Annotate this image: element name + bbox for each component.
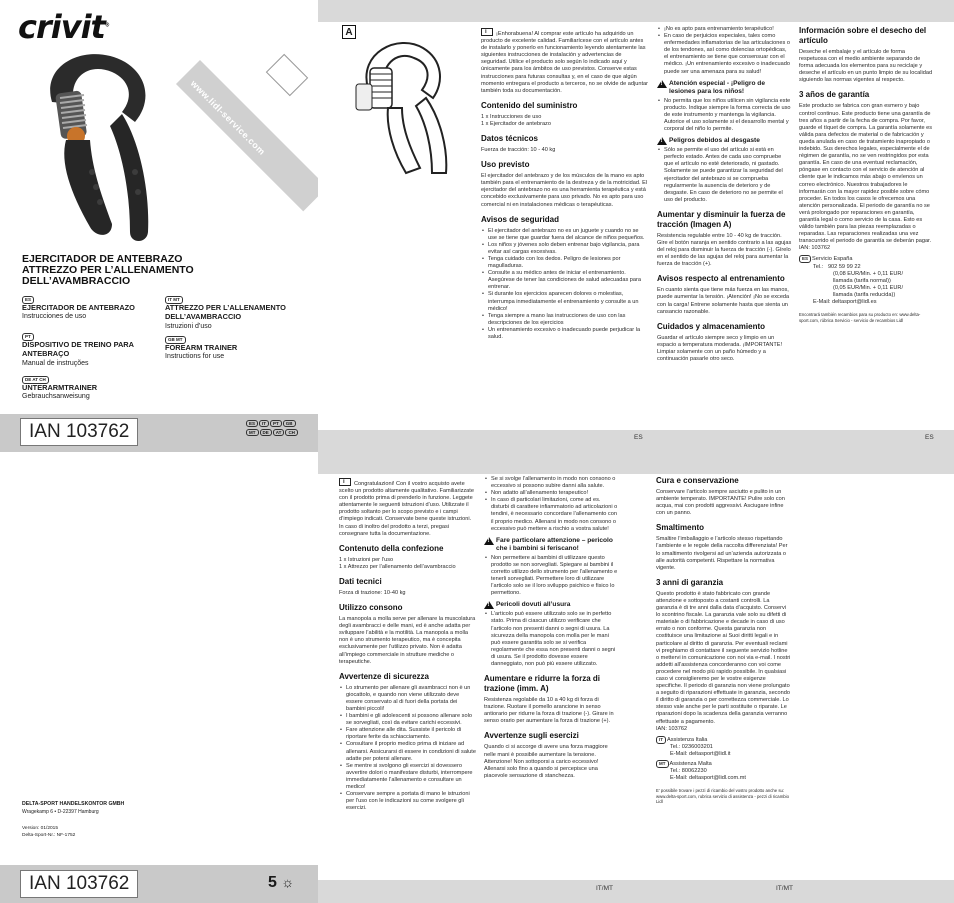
ian-number: IAN 103762 xyxy=(20,418,138,446)
delta-sport-number: Delta-Sport-Nr.: NF-1752 xyxy=(22,833,76,838)
es-damage-warning: Peligros debidos al desgaste ! xyxy=(657,137,792,145)
version: Version: 01/2015 xyxy=(22,826,59,831)
website-url[interactable]: www.lidl-service.com xyxy=(188,78,268,158)
es-footer-right: ES xyxy=(925,434,934,441)
it-bullet: • In caso di particolari limitazioni, come ad es. disturbi di carattere infiammatorio ad articolazioni o tendini, è necessario concordare l’allenamento con il proprio medico. Allenarsi in modo non consono o eccessivo può mettere a rischio a vostra salute! xyxy=(484,497,619,532)
es-tel-rate: llamada (tarifa reducida)) xyxy=(833,291,896,298)
back-cover-panel xyxy=(0,452,318,903)
it-safety-item: • Conservare sempre a portata di mano le istruzioni per l’uso con le indicazioni su come svolgere gli esercizi. xyxy=(339,791,476,812)
es-contents-item: 1 x Instrucciones de uso xyxy=(481,113,542,120)
language-pt: PT DISPOSITIVO DE TREINO PARA ANTEBRAÇO Manual de instruções xyxy=(22,334,134,367)
es-children-text: • No permita que los niños utilicen sin vigilancia este producto. Indique siempre la forma correcta de uso de este instrumento y mantenga la vigilancia. Autorice el uso solamente si el desarrollo mental y corporal del niño lo permite. xyxy=(657,98,792,133)
company-name: DELTA-SPORT HANDELSKONTOR GMBH xyxy=(22,801,125,807)
it-intro: iCongratulazioni! Con il vostro acquisto avete scelto un prodotto altamente qualitativo. Familiarizzate con il prodotto prima di prenderlo in funzione. Leggete attentamente le seguenti istruzioni d’uso. Utilizzate il prodotto soltanto per lo scopo previsto e i campi d’impiego indicati. Conservate bene queste istruzioni. In caso di inoltro del prodotto a terzi, pregasi consegnare tutta la documentazione. xyxy=(339,478,476,538)
it-bullet: • Non adatto all’allenamento terapeutico! xyxy=(484,490,619,497)
language-gb: GB MT FOREARM TRAINER Instructions for use xyxy=(165,337,238,361)
es-safety-item: • Si durante los ejercicios aparecen dolores o molestias, interrumpa inmediatamente el entrenamiento y consulte a un médico! xyxy=(481,291,649,312)
es-disposal-heading: Información sobre el desecho del artículo xyxy=(799,26,927,45)
es-tech-heading: Datos técnicos xyxy=(481,134,538,144)
es-top-bar xyxy=(318,0,954,22)
brand-logo: crivit® xyxy=(18,8,109,46)
language-es: ES EJERCITADOR DE ANTEBRAZO Instrucciones de uso xyxy=(22,297,135,321)
it-bullet: • Se si svolge l’allenamento in modo non consono o eccessivo si possono subire danni alla salute. xyxy=(484,476,619,490)
it-safety-item: • Consultare il proprio medico prima di iniziare ad allenarsi. Assicurarsi di essere in condizioni di salute adatte per potersi allenare. xyxy=(339,741,476,762)
it-care-text: Conservare l’articolo sempre asciutto e pulito in un ambiente temperato. IMPORTANTE! Pulire solo con acqua, mai con prodotti aggressivi. Asciugare infine con un panno. xyxy=(656,489,785,517)
es-warranty-heading: 3 años de garantía xyxy=(799,90,870,100)
sun-star-icon: ☼ xyxy=(281,874,295,890)
it-safety-item: • Fare attenzione alle dita. Sussiste il pericolo di riportare ferite da schiacciamento. xyxy=(339,727,476,741)
it-safety-heading: Avvertenze di sicurezza xyxy=(339,671,429,681)
it-children-warning: Fare particolare attenzione – pericolo che i bambini si feriscano! ! xyxy=(484,537,619,553)
es-safety-item: • Los niños y jóvenes solo deben entrenar bajo vigilancia, para evitar así cargas excesivas. xyxy=(481,242,649,256)
service-tablet-icon xyxy=(266,54,308,96)
es-tel: Tel.: 902 59 99 22 xyxy=(813,263,861,270)
es-tel-rate: (0,05 EUR/Min. + 0,11 EUR/ xyxy=(833,284,904,291)
es-warranty-text: Este producto se fabrica con gran esmero y bajo control continuo. Este producto tiene una garantía de tres años a partir de la fecha de compra. Por favor, guarde el tíquet de compra. La garantía solamente es válida para defectos de material o de fabricación y queda anulada en caso de tratamiento inapropiado o indebido. Sus derechos legales, especialmente el de régimen de garantía, no se ven restringidos por esta garantía. En caso de una eventual reclamación, póngase en contacto con el servicio de atención al cliente que le indicamos más abajo o envíenos un correo electrónico. Nuestros trabajadores le informarán con la mayor rapidez posible sobre cómo proceder. En todos los casos le ofrecemos una atención personalizada. El periodo de garantía no se verá prolongado por reparaciones en garantía, garantía legal o como servicio de la casa. Esto es válido también para las piezas reemplazadas o reparadas. Las reparaciones realizadas una vez transcurrido el periodo de garantía se deberán pagar. xyxy=(799,103,933,245)
es-damage-text: • Sólo se permite el uso del artículo si está en perfecto estado. Antes de cada uso compruebe que el artículo no esté deteriorado, ni gastado. Solamente se puede garantizar la seguridad del ejercitador del antebrazo si se comprueba regularmente la ausencia de deterioro y de desgaste. En caso de deterioro no se permite el uso del producto. xyxy=(657,147,792,204)
es-care-heading: Cuidados y almacenamiento xyxy=(657,321,766,331)
es-training-heading: Avisos respecto al entrenamiento xyxy=(657,274,785,284)
it-disposal-text: Smaltire l’imballaggio e l’articolo stesso rispettando l’ambiente e le regole della raccolta differenziata! Per lo smaltimento rivolgersi ad un’azienda autorizzata o alle autorità competenti. Rispettare la normativa vigente. xyxy=(656,536,788,571)
it-damage-warning: Pericoli dovuti all’usura ! xyxy=(484,601,619,609)
it-column-2 xyxy=(484,476,619,780)
es-adjust-heading: Aumentar y disminuir la fuerza de tracción (Imagen A) xyxy=(657,209,786,229)
language-it: IT MT ATTREZZO PER L’ALLENAMENTO DELL’AVAMBRACCIO Istruzioni d’uso xyxy=(165,297,286,330)
company-address: Wragekamp 6 • D-22397 Hamburg xyxy=(22,809,99,815)
it-bottom-bar xyxy=(318,880,954,903)
it-service-italy: IT Assistenza Italia xyxy=(656,736,791,744)
es-tel-rate: (0,08 EUR/Min. + 0,11 EUR/ xyxy=(833,270,904,277)
cover-panel xyxy=(0,0,318,452)
adjust-knob-image xyxy=(348,28,468,178)
info-book-icon xyxy=(481,28,493,36)
it-use-heading: Utilizzo consono xyxy=(339,603,403,613)
it-contents-item: 1 x Istruzioni per l’uso xyxy=(339,556,394,563)
it-training-text: Attenzione! Non sottoporsi a carico eccessivo! Allenarsi solo fino a quando si percepisce una piacevole sensazione di stanchezza. xyxy=(484,758,599,779)
page-number: 5 ☼ xyxy=(268,874,295,891)
it-use-text: La manopola a molla serve per allenare la muscolatura degli avambracci e delle mani, ed è anche adatta per sviluppare l’abilità e la motilità. La manopola a molla non è uno strumento terapeutico, ma è concepita esclusivamente per l’utilizzo privato. Non è adatta all’impiego commerciale in strutture mediche o terapeutiche. xyxy=(339,616,476,665)
es-contents-item: 1 x Ejercitador de antebrazo xyxy=(481,120,551,127)
es-badge: ES xyxy=(799,255,811,263)
it-email-malta[interactable]: E-Mail: deltasport@lidl.com.mt xyxy=(670,775,746,782)
back-ian-number: IAN 103762 xyxy=(20,870,138,898)
product-title: EJERCITADOR DE ANTEBRAZO ATTREZZO PER L’ALLENAMENTO DELL’AVAMBRACCIO xyxy=(22,253,194,287)
es-tel-rate: llamada (tarifa normal)) xyxy=(833,277,891,284)
it-damage-text: • L’articolo può essere utilizzato solo se in perfetto stato. Prima di ciascun utilizzo verificare che l’articolo non presenti danni o segni di usura. La sicurezza della manopola con molla per le mani può essere garantita solo se si verifica regolarmente che essa non presenti danni o segni di usura. Se il prodotto dovesse essere danneggiato, non può più essere utilizzato. xyxy=(484,611,619,668)
es-email[interactable]: E-Mail: deltasport@lidl.es xyxy=(813,299,877,305)
it-contents-item: 1 x Attrezzo per l’allenamento dell’avambraccio xyxy=(339,563,456,570)
it-column-3 xyxy=(656,476,791,805)
es-column-1 xyxy=(481,28,649,341)
it-tech-heading: Dati tecnici xyxy=(339,576,382,586)
it-safety-item: • Se mentre si svolgono gli esercizi si dovessero avvertire dolori o manifestare disturbi, interrompere immediatamente l’allenamento e consultare un medico! xyxy=(339,763,476,791)
es-ian: IAN: 103762 xyxy=(799,245,831,252)
es-bullet: • En caso de perjuicios especiales, tales como enfermedades inflamatorias de las articulaciones o de los tendones, así como dolencias ortopédicas, el entrenamiento se tiene que consensuar con el médico. ¡Un entrenamiento excesivo o inadecuado puede ser una amenaza para su salud! xyxy=(657,33,792,76)
es-tech-data: Fuerza de tracción: 10 - 40 kg xyxy=(481,147,556,154)
es-safety-item: • Consulte a su médico antes de iniciar el entrenamiento. Asegúrese de tener las condiciones de salud adecuadas para entrenar. xyxy=(481,270,649,291)
it-tel-malta: Tel.: 80062230 xyxy=(670,768,707,775)
it-note: E’ possibile trovare i pezzi di ricambio del vostro prodotto anche su: www.delta-sport.com, rubrica servizio di assistenza - pezzi di ricambio Lidl xyxy=(656,788,790,805)
it-footer-right: IT/MT xyxy=(776,885,793,892)
it-service-malta: MT Assistenza Malta xyxy=(656,760,791,768)
it-adjust-text: Resistenza regolabile da 10 a 40 kg di forza di trazione. Ruotare il pomello arancione in senso antiorario per ridurre la forza di trazione (-). Girare in senso orario per aumentare la forza di trazione (+). xyxy=(484,697,614,725)
it-contents-heading: Contenuto della confezione xyxy=(339,543,444,553)
country-flags: ES IT PT GB MT DE AT CH xyxy=(246,420,306,438)
es-bullet: • ¡No es apto para entrenamiento terapéutico! xyxy=(657,26,792,33)
it-footer-left: IT/MT xyxy=(596,885,613,892)
it-care-heading: Cura e conservazione xyxy=(656,476,739,485)
it-tech-data: Forza di trazione: 10-40 kg xyxy=(339,589,406,596)
language-de: DE AT CH UNTERARMTRAINER Gebrauchsanweisung xyxy=(22,377,98,401)
es-safety-heading: Avisos de seguridad xyxy=(481,214,559,224)
it-warranty-text: Questo prodotto è stato fabbricato con grande attenzione e sottoposto a costanti controlli. La garanzia è di tre anni dalla data d’acquisto. Conservi lo scontrino fiscale. La garanzia vale solo su difetti di materiale o di fabbricazione e decade in caso di uso errato o non conforme. Questa garanzia non costituisce una limitazione ai Suoi diritti legali e in particolare al diritto di garanzia. Per eventuali reclami vi preghiamo di contattare il seguente servizio hotline o mettervi in comunicazione con noi via e-mail. I nostri addetti all’assistenza concorderanno con voi come procedere nel modo più rapido possibile. In qualsiasi caso vi consiglieremo per le vostre esigenze specifiche. Il periodo di garanzia non viene prolungato a seguito di riparazioni effettuate in garanzia, secondo il diritto di garanzia o per correttezza commerciale. Lo stesso vale anche per le parti sostituite o riparate. Le riparazioni dopo la scadenza della garanzia verranno effettuate a pagamento. xyxy=(656,590,791,725)
it-email-italy[interactable]: E-Mail: deltasport@lidl.it xyxy=(670,750,731,757)
es-safety-item: • Tenga cuidado con los dedos. Peligro de lesiones por magulladuras. xyxy=(481,256,649,270)
it-ian: IAN: 103762 xyxy=(656,725,688,732)
es-column-2 xyxy=(657,26,792,363)
es-care-text: Guardar el artículo siempre seco y limpio en un espacio a temperatura moderada. ¡IMPORTANTE! Limpiar solamente con un paño húmedo y a continuación pasarle otro seco. xyxy=(657,334,783,362)
it-safety-item: • I bambini e gli adolescenti si possono allenare solo se sorvegliati, così da evitare carichi eccessivi. xyxy=(339,713,476,727)
it-column-1 xyxy=(339,478,476,812)
es-note: Encontrará también recambios para su producto en: www.delta-sport.com, rúbrica Servicio - servicio de recambios Lidl xyxy=(799,312,921,323)
es-use-heading: Uso previsto xyxy=(481,160,530,170)
info-book-icon xyxy=(339,478,351,486)
es-safety-item: • El ejercitador del antebrazo no es un juguete y cuando no se use se tiene que guardar fuera del alcance de niños pequeños. xyxy=(481,228,649,242)
es-children-warning: Atención especial - ¡Peligro de lesiones para los niños! ! xyxy=(657,80,792,96)
es-adjust-text: Resistencia regulable entre 10 - 40 kg de tracción. Gire el botón naranja en sentido contrario a las agujas del reloj para disminuir la fuerza de tracción (-). Gírelo en el sentido de las agujas del reloj para aumentar la fuerza de tracción (+). xyxy=(657,232,792,268)
image-label-a: A xyxy=(342,25,356,39)
es-use-text: El ejercitador del antebrazo y de los músculos de la mano es apto también para el entrenamiento de la destreza y de la motricidad. El ejercitador del antebrazo no es una herramienta terapéutica y está concebido exclusivamente para uso privado. No es apto para uso comercial ni en instalaciones médicas o terapéuticas. xyxy=(481,173,648,208)
es-column-3 xyxy=(799,26,934,323)
it-adjust-heading: Aumentare e ridurre la forza di trazione (imm. A) xyxy=(484,674,601,694)
es-safety-item: • Tenga siempre a mano las instrucciones de uso con las descripciones de los ejercicios xyxy=(481,313,649,327)
es-safety-item: • Un entrenamiento excesivo o inadecuado puede perjudicar la salud. xyxy=(481,327,649,341)
it-disposal-heading: Smaltimento xyxy=(656,523,705,533)
it-tel-italy: Tel.: 0236003201 xyxy=(670,743,713,750)
es-service: ES Servicio España xyxy=(799,255,934,263)
it-top-bar xyxy=(318,452,954,474)
es-disposal-text: Deseche el embalaje y el artículo de forma respetuosa con el medio ambiente separando de forma adecuada los elementos para su reciclaje y deseche el artículo en un punto limpio de su localidad siguiendo las normas vigentes al respecto. xyxy=(799,49,933,84)
es-training-text: En cuanto sienta que tiene más fuerza en las manos, puede aumentar la tensión. ¡Atención! ¡No se exceda con la carga! Entrene solamente hasta que sienta un cansancio razonable. xyxy=(657,287,790,315)
es-footer-left: ES xyxy=(634,434,643,441)
it-safety-item: • Lo strumento per allenare gli avambracci non è un giocattolo, e quando non viene utilizzato deve essere conservato al di fuori della portata dei bambini piccoli! xyxy=(339,685,476,713)
es-contents-heading: Contenido del suministro xyxy=(481,100,578,110)
it-warranty-heading: 3 anni di garanzia xyxy=(656,577,724,587)
it-training-text: Quando ci si accorge di avere una forza maggiore nelle mani è possibile aumentare la tensione. xyxy=(484,744,608,758)
es-intro: i ¡Enhorabuena! Al comprar este artículo ha adquirido un producto de excelente calidad. Familiarícese con el artículo antes de instalarlo y ponerlo en funcionamiento leyendo atentamente las siguientes instrucciones de instalación y advertencias de seguridad. Utilice el producto solo según lo indicado aquí y únicamente para los ámbitos de uso previstos. Conserve estas instrucciones para futuras consultas y, en el caso de que algún momento entregara el producto a terceros, no se olvide de adjuntar también toda su documentación. xyxy=(481,28,649,95)
it-children-text: • Non permettere ai bambini di utilizzare questo prodotto se non sorvegliati. Spiegare ai bambini il corretto utilizzo dello strumento per l’allenamento e tenerli sorvegliati. Permettere loro di utilizzare l’articolo solo se il loro sviluppo psichico e fisico lo permettono. xyxy=(484,555,619,598)
it-training-heading: Avvertenze sugli esercizi xyxy=(484,731,579,741)
product-image-hand-gripper xyxy=(30,42,180,252)
